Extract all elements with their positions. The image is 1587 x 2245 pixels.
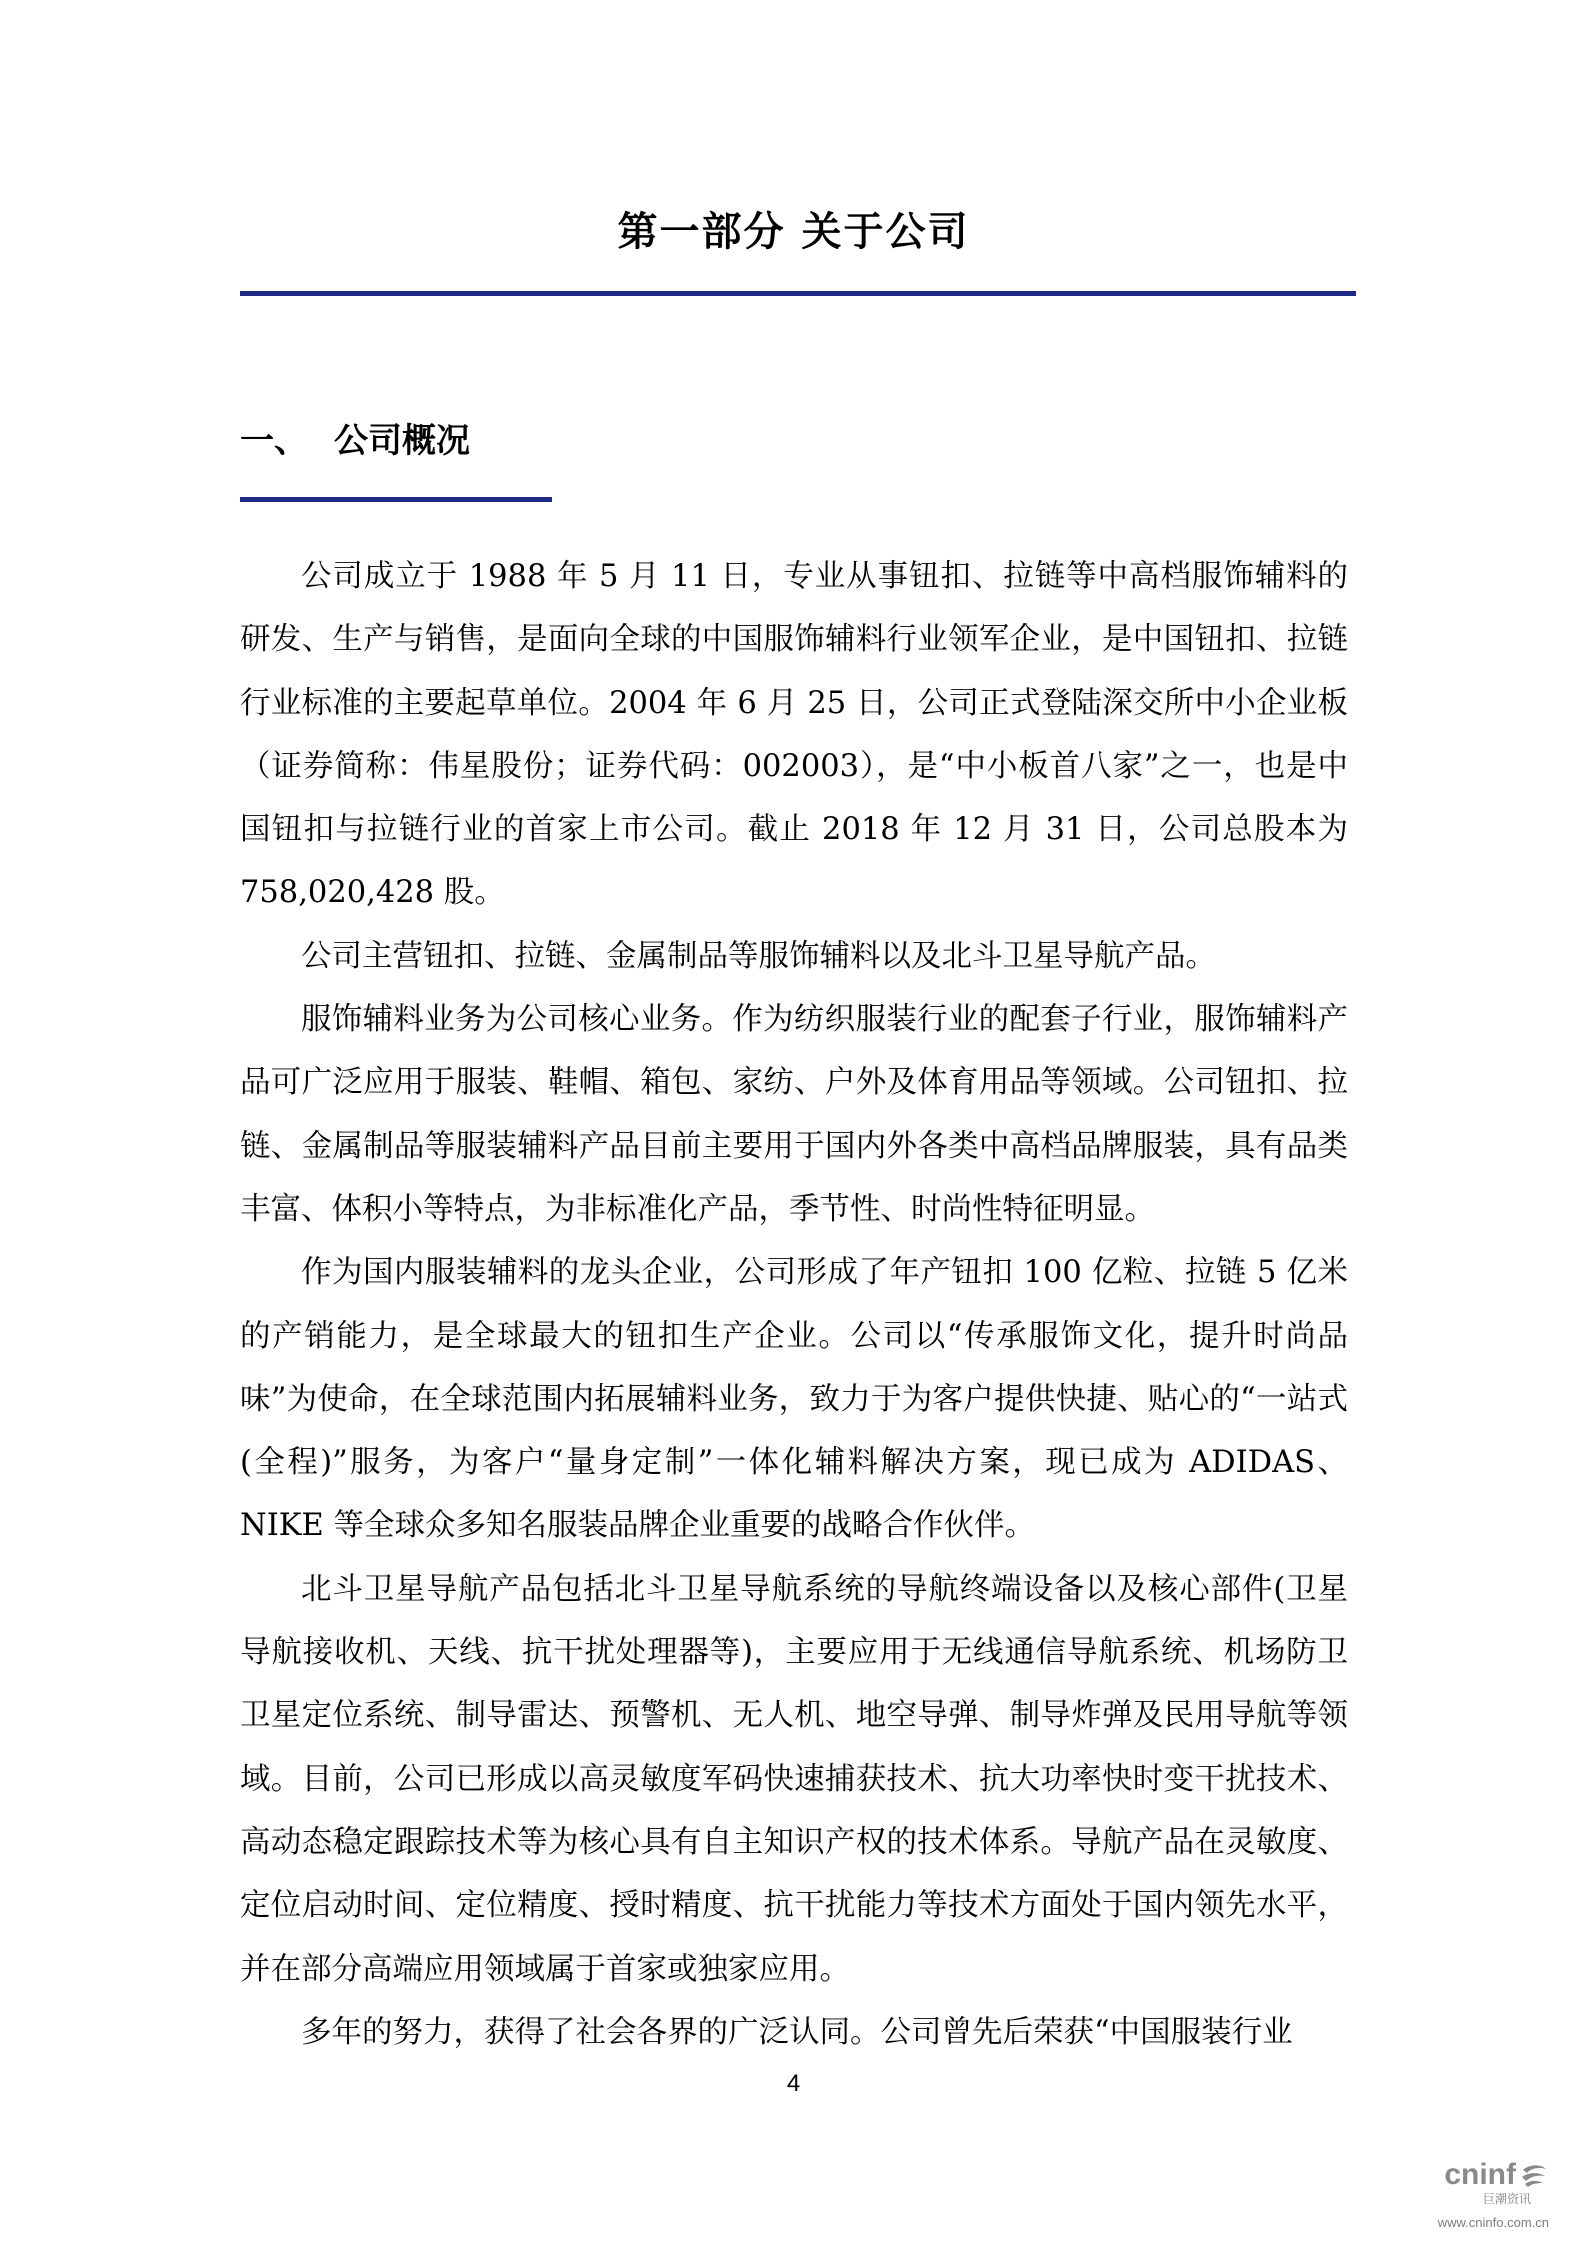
section-number: 一、: [240, 421, 308, 461]
paragraph: 作为国内服装辅料的龙头企业，公司形成了年产钮扣 100 亿粒、拉链 5 亿米的产销能力，是全球最大的钮扣生产企业。公司以“传承服饰文化，提升时尚品味”为使命，在全球范围内拓展辅料业务，致力于为客户提供快捷、贴心的“一站式(全程)”服务，为客户“量身定制”一体化辅料解决方案，现已成为 ADIDAS、NIKE 等全球众多知名服装品牌企业重要的战略合作伙伴。: [240, 1255, 1348, 1544]
section-divider: [240, 497, 552, 502]
cninfo-logo-icon: [1519, 2162, 1549, 2188]
page-title: 第一部分 关于公司: [617, 209, 970, 255]
watermark-url: www.cninfo.com.cn: [1437, 2215, 1549, 2230]
title-divider: [240, 291, 1356, 296]
watermark-brand: cninf: [1444, 2158, 1516, 2191]
section-title: 公司概况: [334, 421, 470, 461]
paragraph: 公司主营钮扣、拉链、金属制品等服饰辅料以及北斗卫星导航产品。: [301, 938, 1216, 974]
paragraph: 公司成立于 1988 年 5 月 11 日，专业从事钮扣、拉链等中高档服饰辅料的研发、生产与销售，是面向全球的中国服饰辅料行业领军企业，是中国钮扣、拉链行业标准的主要起草单位。2004 年 6 月 25 日，公司正式登陆深交所中小企业板（证券简称：伟星股份；证券代码：002003），是“中小板首八家”之一，也是中国钮扣与拉链行业的首家上市公司。截止 2018 年 12 月 31 日，公司总股本为 758,020,428 股。: [240, 559, 1348, 911]
body-text: [240, 545, 1348, 2064]
watermark-subtitle: 巨潮资讯: [1482, 2192, 1531, 2206]
section-heading: [240, 413, 470, 462]
page-number: 4: [786, 2070, 801, 2097]
paragraph: 多年的努力，获得了社会各界的广泛认同。公司曾先后荣获“中国服装行业: [301, 2014, 1293, 2050]
paragraph: 服饰辅料业务为公司核心业务。作为纺织服装行业的配套子行业，服饰辅料产品可广泛应用于服装、鞋帽、箱包、家纺、户外及体育用品等领域。公司钮扣、拉链、金属制品等服装辅料产品目前主要用于国内外各类中高档品牌服装，具有品类丰富、体积小等特点，为非标准化产品，季节性、时尚性特征明显。: [240, 1002, 1348, 1227]
cninfo-watermark: [1438, 2158, 1549, 2230]
paragraph: 北斗卫星导航产品包括北斗卫星导航系统的导航终端设备以及核心部件(卫星导航接收机、天线、抗干扰处理器等)，主要应用于无线通信导航系统、机场防卫卫星定位系统、制导雷达、预警机、无人机、地空导弹、制导炸弹及民用导航等领域。目前，公司已形成以高灵敏度军码快速捕获技术、抗大功率快时变干扰技术、高动态稳定跟踪技术等为核心具有自主知识产权的技术体系。导航产品在灵敏度、定位启动时间、定位精度、授时精度、抗干扰能力等技术方面处于国内领先水平，并在部分高端应用领域属于首家或独家应用。: [240, 1571, 1348, 1987]
